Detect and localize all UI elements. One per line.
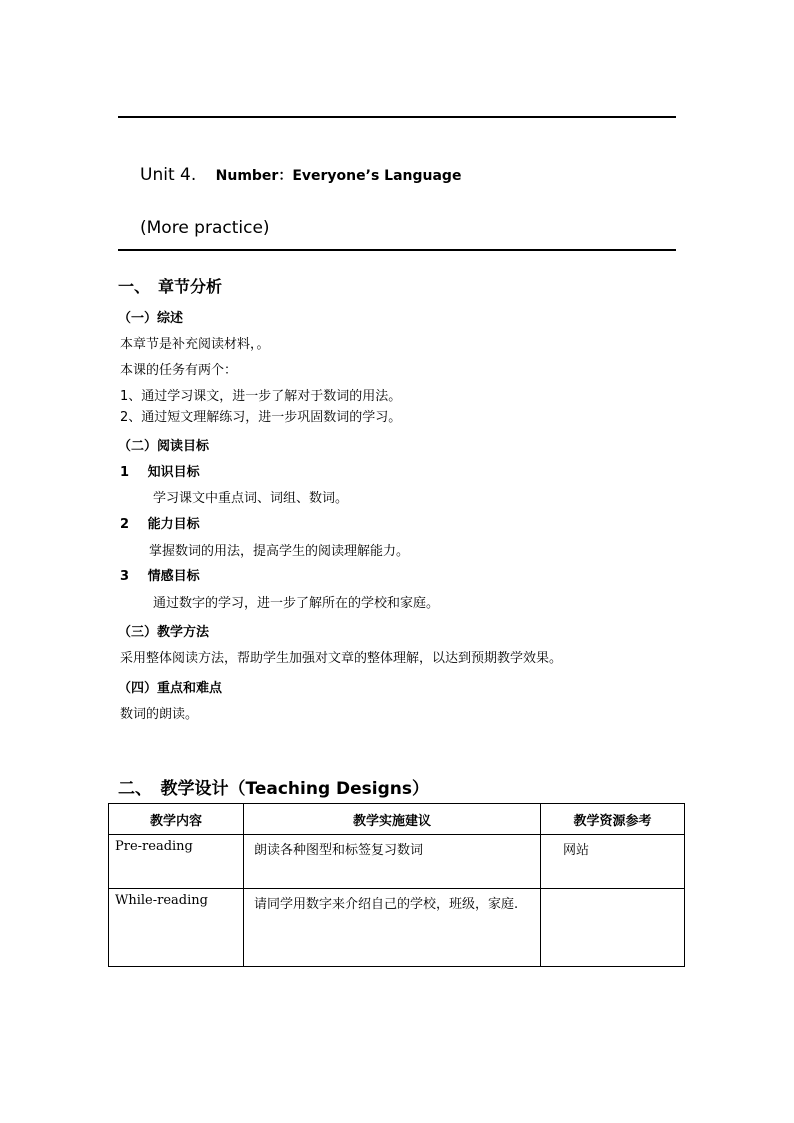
method-heading: （三）教学方法 <box>118 625 210 640</box>
goal-2-label: 能力目标 <box>147 517 200 532</box>
table-header-row <box>109 804 685 835</box>
cell-suggestion: 请同学用数字来介绍自己的学校，班级，家庭. <box>254 897 519 912</box>
cell-suggestion: 朗读各种图型和标签复习数词 <box>254 843 424 858</box>
table-cell <box>244 889 541 967</box>
teaching-design-table <box>108 803 685 967</box>
unit-heading <box>140 165 461 185</box>
table-cell <box>109 889 244 967</box>
top-rule <box>118 116 676 118</box>
cell-stage: While-reading <box>115 893 208 908</box>
table-cell <box>244 835 541 889</box>
goal-2-title <box>120 513 200 532</box>
header-bottom-rule <box>118 249 676 251</box>
section1-heading: 一、 章节分析 <box>118 277 223 296</box>
goal-1-title <box>120 461 200 480</box>
method-text: 采用整体阅读方法，帮助学生加强对文章的整体理解，以达到预期教学效果。 <box>120 651 563 666</box>
section2-heading: 二、 教学设计（Teaching Designs） <box>118 779 430 799</box>
table-cell <box>541 889 685 967</box>
col-header-suggestions: 教学实施建议 <box>244 804 541 835</box>
table-cell <box>109 835 244 889</box>
overview-line-4: 2、通过短文理解练习，进一步巩固数词的学习。 <box>120 410 402 425</box>
goals-heading: （二）阅读目标 <box>118 439 210 454</box>
overview-line-3: 1、通过学习课文，进一步了解对于数词的用法。 <box>120 389 402 404</box>
overview-line-1: 本章节是补充阅读材料，。 <box>120 337 270 352</box>
goal-3-label: 情感目标 <box>147 569 200 584</box>
key-points-text: 数词的朗读。 <box>120 707 199 722</box>
table-cell <box>541 835 685 889</box>
lesson-subtitle: (More practice) <box>140 218 270 238</box>
unit-title: Number：Everyone’s Language <box>215 168 462 184</box>
table-row <box>109 835 685 889</box>
overview-line-2: 本课的任务有两个： <box>120 363 238 378</box>
goal-3-text: 通过数字的学习，进一步了解所在的学校和家庭。 <box>153 596 440 611</box>
goal-2-text: 掌握数词的用法，提高学生的阅读理解能力。 <box>149 544 410 559</box>
unit-label: Unit 4. <box>140 165 197 185</box>
goal-2-number: 2 <box>120 517 130 532</box>
key-points-heading: （四）重点和难点 <box>118 681 223 696</box>
goal-1-label: 知识目标 <box>147 465 200 480</box>
goal-3-number: 3 <box>120 569 130 584</box>
goal-1-number: 1 <box>120 465 130 480</box>
col-header-resources: 教学资源参考 <box>541 804 685 835</box>
overview-heading: （一）综述 <box>118 311 184 326</box>
table-row <box>109 889 685 967</box>
cell-resource: 网站 <box>563 843 590 858</box>
cell-stage: Pre-reading <box>115 839 193 854</box>
cell-resource <box>541 889 684 897</box>
goal-3-title <box>120 565 200 584</box>
goal-1-text: 学习课文中重点词、词组、数词。 <box>153 491 349 506</box>
col-header-content: 教学内容 <box>109 804 244 835</box>
